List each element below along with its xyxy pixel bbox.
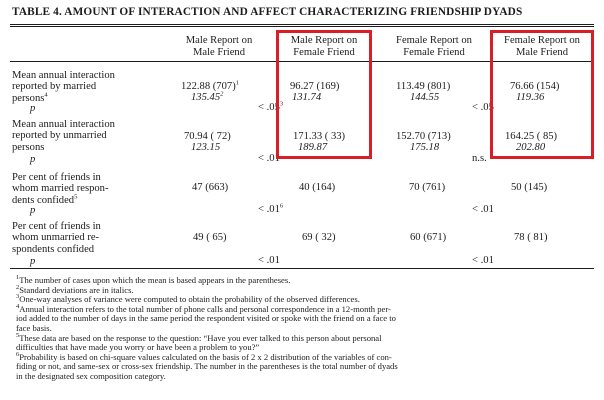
cell-value: 164.25 ( 85) [505,131,558,142]
cell-sd: 135.45$^2$ [191,90,224,103]
row-label-unmarried-confided: Per cent of friends in whom unmarried re- spondents confided [12,221,101,255]
footnote-2: $^2$Standard deviations are in italics. [16,283,134,295]
column-header-male-male: Male Report on Male Friend [185,35,253,58]
cell-value: 113.49 (801) [396,81,451,92]
p-label: p [30,205,36,216]
cell-value: 49 ( 65) [193,232,227,243]
footnote-4: $^4$Annual interaction refers to the total number of phone calls and personal correspondence in a 12-month per- [16,302,391,314]
cell-value: 78 ( 81) [514,232,548,243]
title-rule-bottom [10,26,594,27]
p-value: < .01 [258,255,280,266]
cell-sd: 202.80 [516,142,546,153]
column-header-male-female: Male Report on Female Friend [290,35,358,58]
footnote-3: $^3$One-way analyses of variance were computed to obtain the probability of the observed differences. [16,293,360,305]
bottom-rule [10,268,594,269]
footnote-line: iod added to the number of days in the same period the respondent visited or spoke with the friend on a face to [16,313,396,324]
column-header-female-female: Female Report on Female Friend [396,35,472,58]
column-header-female-male: Female Report on Male Friend [504,35,580,58]
highlight-box-male-female [276,30,372,159]
cell-value: 122.88 $(707)^1$ [181,79,239,92]
row-label-unmarried-interaction: Mean annual interaction reported by unmarried persons [12,119,115,153]
cell-value: 152.70 (713) [396,131,451,142]
p-value: < .01 [258,153,280,164]
footnotes [16,276,398,382]
cell-value: 60 (671) [410,232,447,243]
footnote-6: $^6$Probability is based on chi-square values calculated on the basis of 2 x 2 distribution of the variables of con- [16,350,392,362]
p-value: < $.05^3$ [258,100,284,113]
p-value: < .01 [472,255,494,266]
p-value: < .05 [472,102,494,113]
cell-sd: 123.15 [191,142,221,153]
cell-value: 70.94 ( 72) [184,131,231,142]
cell-sd: 175.18 [410,142,440,153]
row-label-married-confided: Per cent of friends in whom married respon- dents confided$^5$ [12,172,109,206]
cell-sd: 144.55 [410,92,440,103]
p-label: p [30,256,36,267]
footnote-line: fiding or not, and same-sex or cross-sex friendship. The number in the parentheses is the total number of dyads [16,361,398,372]
footnote-line: face basis. [16,322,52,333]
footnote-line: difficulties that have made you worry or have been a problem to you?” [16,342,260,353]
cell-value: 69 ( 32) [302,232,336,243]
cell-sd: 189.87 [298,142,328,153]
cell-value: 50 (145) [511,182,548,193]
title-rule-top [10,24,594,25]
p-value: < .01 [472,204,494,215]
highlight-box-female-male [490,30,594,159]
cell-value: 70 (761) [409,182,446,193]
cell-sd: 131.74 [292,92,322,103]
footnote-5: $^5$These data are based on the response to the question: “Have you ever talked to this person about personal [16,331,382,343]
p-value: n.s. [472,153,487,164]
cell-sd: 119.36 [516,92,545,103]
cell-value: 96.27 (169) [290,81,340,92]
cell-value: 76.66 (154) [510,81,560,92]
p-value: < $.01^6$ [258,202,284,215]
cell-value: 171.33 ( 33) [293,131,346,142]
p-label: p [30,103,36,114]
footnote-line: in the designated sex composition category. [16,370,166,381]
table-title: TABLE 4. AMOUNT OF INTERACTION AND AFFECT CHARACTERIZING FRIENDSHIP DYADS [12,6,523,18]
row-label-married-interaction: Mean annual interaction reported by married persons$^4$ [12,70,115,104]
cell-value: 40 (164) [299,182,336,193]
p-label: p [30,154,36,165]
footnote-1: $^1$The number of cases upon which the mean is based appears in the parentheses. [16,274,291,285]
cell-value: 47 (663) [192,182,229,193]
